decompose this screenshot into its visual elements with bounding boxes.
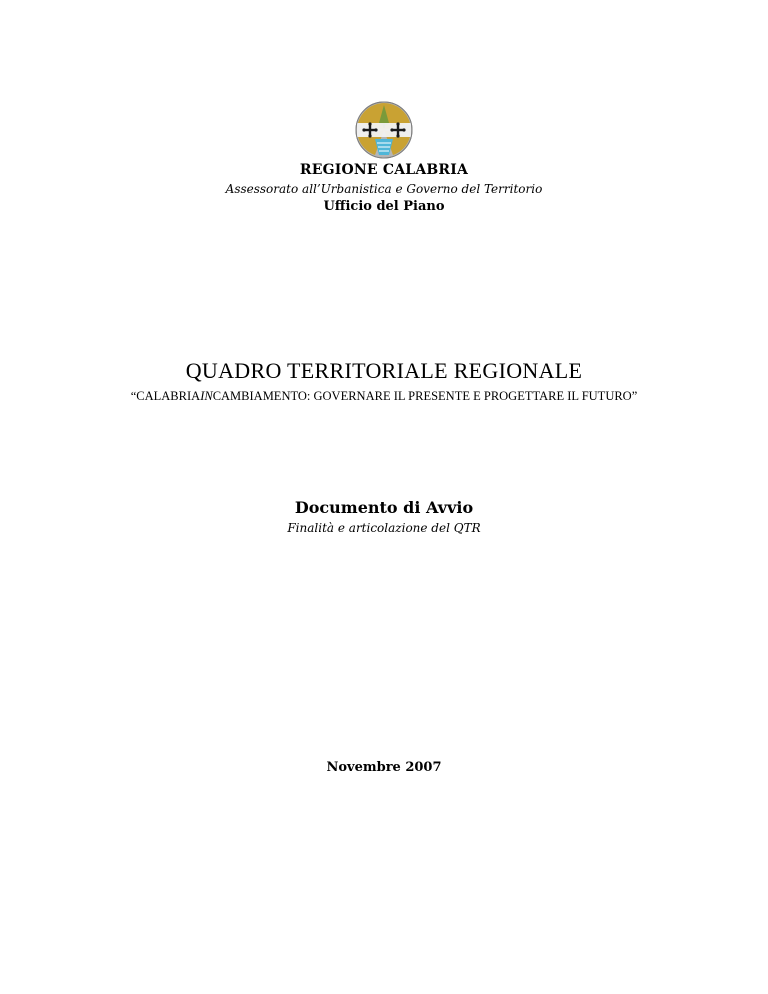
department-name: Assessorato all’Urbanistica e Governo del Territorio (225, 182, 543, 196)
subtitle-italic: IN (200, 389, 213, 403)
organization-name: REGIONE CALABRIA (299, 162, 469, 178)
publication-date: Novembre 2007 (326, 760, 442, 775)
main-title: QUADRO TERRITORIALE REGIONALE (185, 358, 583, 383)
document-title: Documento di Avvio (294, 498, 474, 517)
subtitle-part1: “CALABRIA (130, 389, 201, 403)
office-name: Ufficio del Piano (323, 199, 445, 214)
regione-calabria-emblem (355, 101, 413, 159)
plan-subtitle (0, 389, 768, 404)
subtitle-part2: CAMBIAMENTO: GOVERNARE IL PRESENTE E PROGETTARE IL FUTURO” (212, 389, 638, 403)
document-subtitle: Finalità e articolazione del QTR (287, 521, 481, 535)
